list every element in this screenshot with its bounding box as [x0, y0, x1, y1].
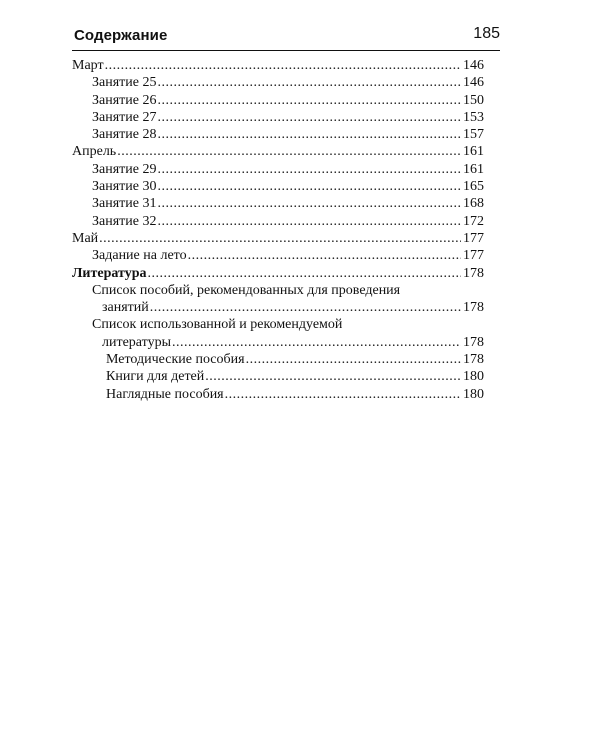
toc-entry-lesson-32[interactable]	[72, 213, 484, 230]
toc-dot-leader	[225, 386, 461, 403]
toc-entry-label: Книги для детей	[106, 369, 205, 385]
table-of-contents	[72, 57, 484, 403]
toc-dot-leader	[172, 334, 461, 351]
toc-entry-may[interactable]	[72, 230, 484, 247]
page-header-title: Содержание	[74, 27, 168, 44]
toc-entry-label-line1: Список использованной и рекомендуемой	[92, 317, 343, 333]
toc-entry-page: 161	[463, 161, 484, 177]
toc-entry-label: Задание на лето	[92, 248, 187, 264]
toc-entry-label: Занятие 28	[92, 127, 157, 143]
toc-entry-page: 178	[463, 352, 484, 368]
toc-dot-leader	[157, 109, 461, 126]
toc-entry-label: Литература	[72, 265, 147, 281]
toc-entry-label-line2: литературы	[102, 334, 172, 350]
toc-entry-page: 180	[463, 386, 484, 402]
toc-entry-page: 153	[463, 109, 484, 125]
toc-dot-leader	[148, 265, 462, 282]
toc-entry-lesson-26[interactable]	[72, 92, 484, 109]
toc-dot-leader	[157, 178, 461, 195]
toc-entry-page: 172	[463, 213, 484, 229]
toc-entry-label: Занятие 25	[92, 75, 157, 91]
toc-entry-page: 178	[463, 265, 484, 281]
toc-entry-recommended-manuals[interactable]	[72, 282, 484, 317]
toc-entry-label-line1: Список пособий, рекомендованных для проведения	[92, 282, 401, 298]
toc-entry-children-books[interactable]	[72, 368, 484, 385]
toc-entry-summer-task[interactable]	[72, 247, 484, 264]
toc-entry-label: Занятие 26	[92, 92, 157, 108]
toc-entry-april[interactable]	[72, 143, 484, 160]
toc-entry-page: 178	[463, 300, 484, 316]
toc-entry-page: 146	[463, 58, 484, 73]
toc-entry-lesson-31[interactable]	[72, 195, 484, 212]
toc-entry-visual-aids[interactable]	[72, 386, 484, 403]
toc-entry-label: Апрель	[72, 144, 117, 160]
toc-dot-leader	[157, 126, 461, 143]
toc-entry-lesson-30[interactable]	[72, 178, 484, 195]
toc-entry-literature[interactable]	[72, 265, 484, 282]
toc-entry-label: Занятие 30	[92, 179, 157, 195]
toc-entry-label: Занятие 29	[92, 161, 157, 177]
toc-entry-page: 178	[463, 334, 484, 350]
toc-entry-page: 157	[463, 127, 484, 143]
page-header	[72, 22, 500, 51]
toc-dot-leader	[157, 161, 461, 178]
toc-entry-page: 177	[463, 248, 484, 264]
toc-entry-lesson-27[interactable]	[72, 109, 484, 126]
toc-entry-page: 168	[463, 196, 484, 212]
toc-dot-leader	[205, 368, 461, 385]
toc-dot-leader	[246, 351, 461, 368]
toc-dot-leader	[157, 74, 461, 91]
toc-entry-continuation	[92, 299, 484, 316]
toc-entry-label-line2: занятий	[102, 300, 149, 316]
toc-entry-page: 177	[463, 230, 484, 246]
toc-dot-leader	[117, 143, 461, 160]
toc-entry-lesson-29[interactable]	[72, 161, 484, 178]
toc-entry-label: Занятие 32	[92, 213, 157, 229]
toc-entry-methodical-manuals[interactable]	[72, 351, 484, 368]
toc-dot-leader	[150, 299, 461, 316]
toc-dot-leader	[157, 195, 461, 212]
toc-entry-lesson-25[interactable]	[72, 74, 484, 91]
toc-entry-page: 180	[463, 369, 484, 385]
toc-entry-lesson-28[interactable]	[72, 126, 484, 143]
toc-entry-label: Методические пособия	[106, 352, 245, 368]
toc-entry-page: 165	[463, 179, 484, 195]
toc-entry-page: 150	[463, 92, 484, 108]
toc-entry-page: 146	[463, 75, 484, 91]
toc-dot-leader	[157, 213, 461, 230]
page-number: 185	[473, 25, 500, 42]
toc-entry-used-literature[interactable]	[72, 316, 484, 351]
toc-entry-label: Наглядные пособия	[106, 386, 224, 402]
toc-dot-leader	[188, 247, 461, 264]
toc-entry-continuation	[92, 334, 484, 351]
toc-entry-label: Занятие 27	[92, 109, 157, 125]
toc-entry-label: Май	[72, 230, 99, 246]
toc-entry-label: Занятие 31	[92, 196, 157, 212]
toc-entry-label: Март	[72, 58, 104, 73]
toc-dot-leader	[105, 57, 461, 74]
toc-entry-page: 161	[463, 144, 484, 160]
toc-dot-leader	[157, 92, 461, 109]
toc-entry-march[interactable]	[72, 57, 484, 74]
toc-dot-leader	[99, 230, 461, 247]
